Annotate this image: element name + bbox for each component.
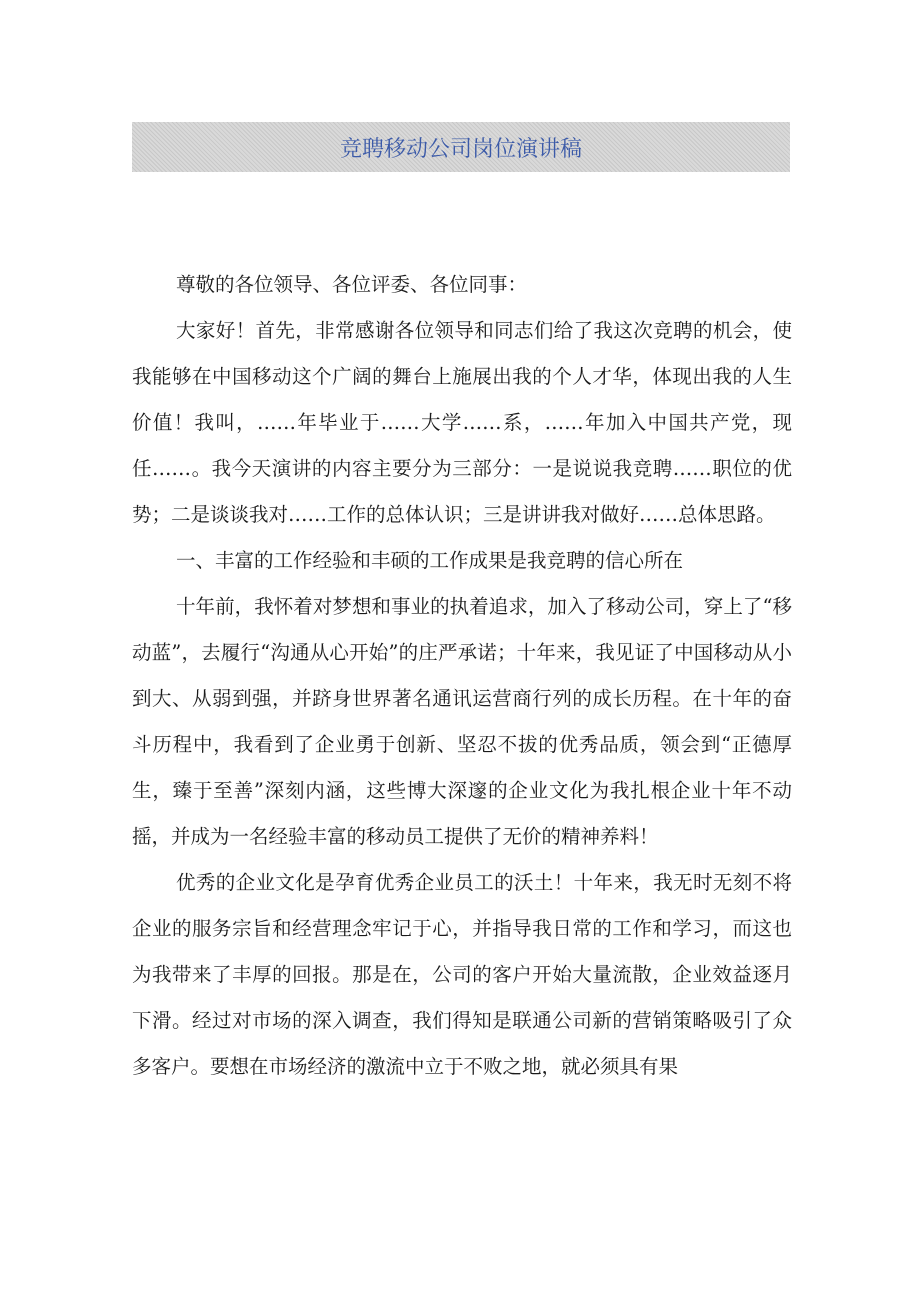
title-banner <box>132 122 790 172</box>
salutation-paragraph: 尊敬的各位领导、各位评委、各位同事： <box>176 273 528 296</box>
section-heading-1: 一、丰富的工作经验和丰硕的工作成果是我竞聘的信心所在 <box>176 549 684 572</box>
document-body <box>132 262 792 1090</box>
opening-paragraph: 大家好！首先，非常感谢各位领导和同志们给了我这次竞聘的机会，使我能够在中国移动这个广阔的舞台上施展出我的个人才华，体现出我的人生价值！我叫，……年毕业于……大学……系，……年加入中国共产党，现任……。我今天演讲的内容主要分为三部分：一是说说我竞聘……职位的优势；二是谈谈我对……工作的总体认识；三是讲讲我对做好……总体思路。 <box>132 319 792 526</box>
experience-paragraph: 十年前，我怀着对梦想和事业的执着追求，加入了移动公司，穿上了“移动蓝”，去履行“沟通从心开始”的庄严承诺；十年来，我见证了中国移动从小到大、从弱到强，并跻身世界著名通讯运营商行列的成长历程。在十年的奋斗历程中，我看到了企业勇于创新、坚忍不拔的优秀品质，领会到“正德厚生，臻于至善”深刻内涵，这些博大深邃的企业文化为我扎根企业十年不动摇，并成为一名经验丰富的移动员工提供了无价的精神养料！ <box>132 595 792 848</box>
document-title: 竞聘移动公司岗位演讲稿 <box>339 136 582 162</box>
culture-paragraph: 优秀的企业文化是孕育优秀企业员工的沃土！十年来，我无时无刻不将企业的服务宗旨和经营理念牢记于心，并指导我日常的工作和学习，而这也为我带来了丰厚的回报。那是在，公司的客户开始大量流散，企业效益逐月下滑。经过对市场的深入调查，我们得知是联通公司新的营销策略吸引了众多客户。要想在市场经济的激流中立于不败之地，就必须具有果 <box>132 871 792 1078</box>
